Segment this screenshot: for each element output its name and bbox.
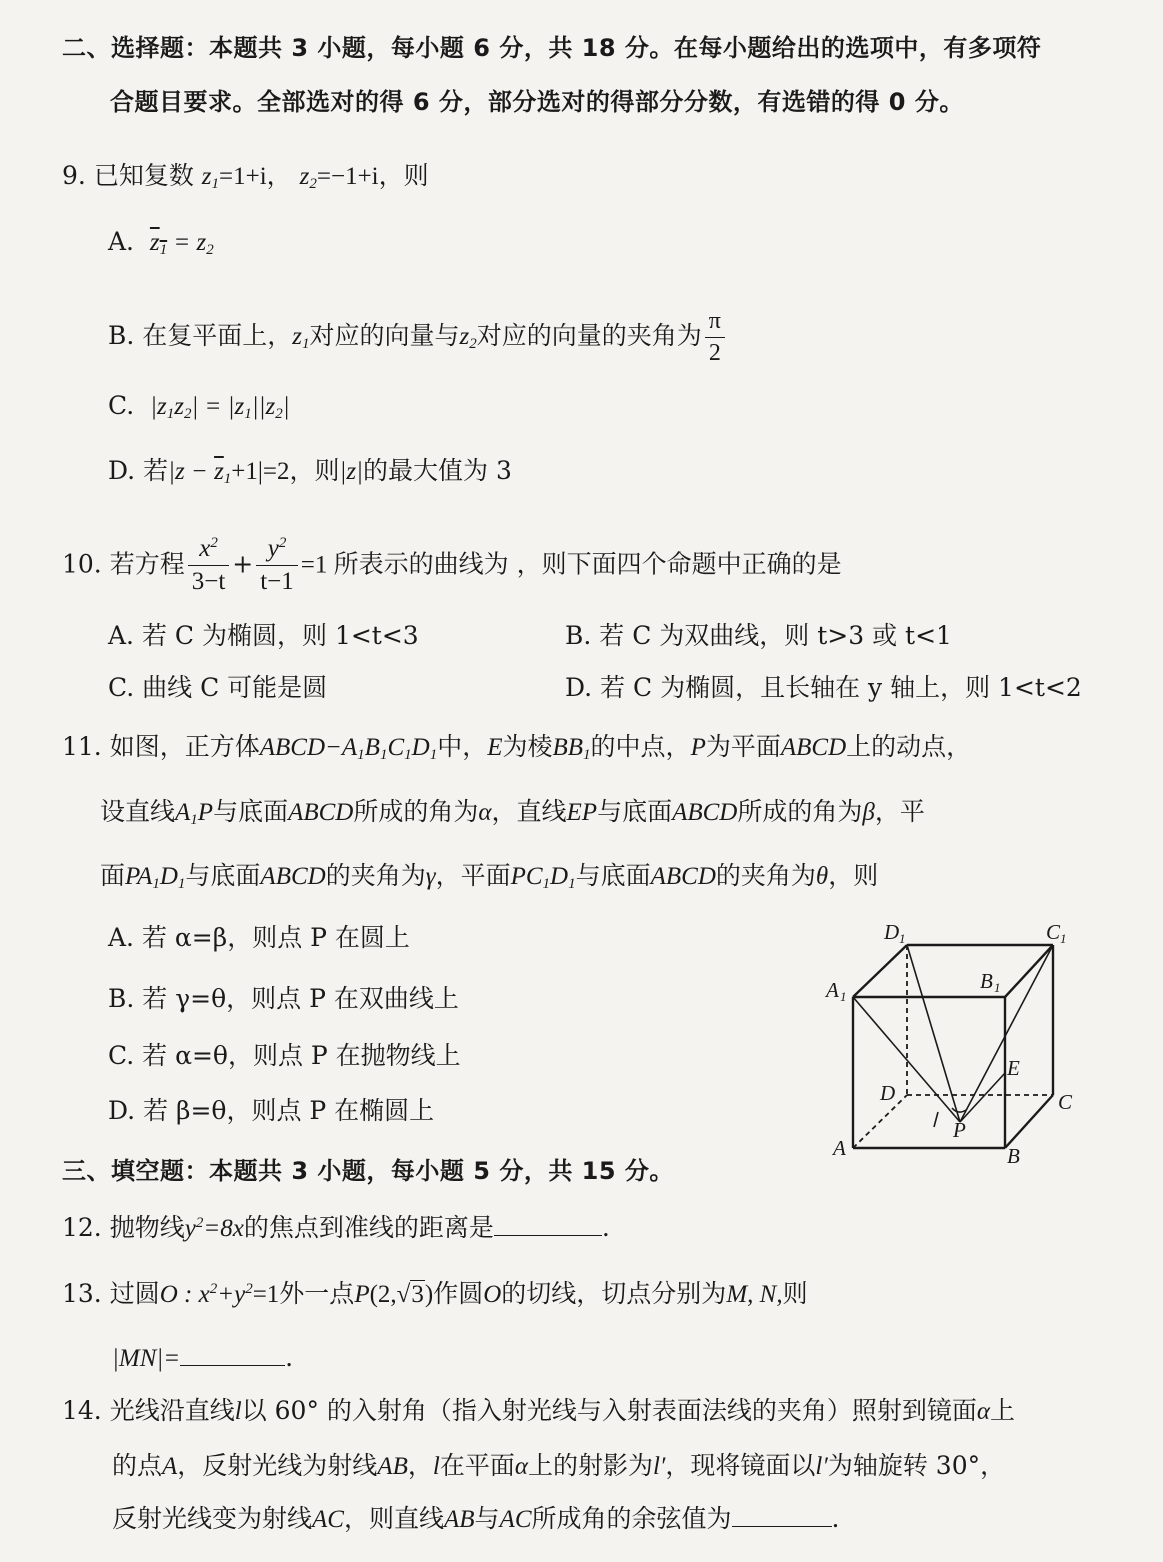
label-a1: A	[826, 978, 839, 1002]
answer-blank[interactable]	[180, 1343, 285, 1366]
svg-text:1: 1	[899, 931, 906, 946]
question-9-option-b: B. 在复平面上，$z_1$对应的向量与$z_2$对应的向量的夹角为 $\frac{\pi}{2}$	[108, 308, 728, 367]
question-10-stem: 10. 若方程 $\frac{x^2}{3-t}$ + $\frac{y^2}{t-1}$ =1 所表示的曲线为 ，则下面四个命题中正确的是	[62, 535, 842, 595]
label-a: A	[833, 1136, 846, 1160]
answer-blank[interactable]	[494, 1213, 602, 1236]
question-14-line3: 反射光线变为射线AC，则直线AB与AC所成角的余弦值为 .	[112, 1504, 840, 1533]
question-10-option-b: B. 若 C 为双曲线，则 t>3 或 t<1	[565, 621, 952, 650]
z2-value: =−1+i	[316, 163, 379, 190]
question-12: 12. 抛物线$y^2=8x$的焦点到准线的距离是 .	[62, 1213, 610, 1242]
z1-value: =1+i	[219, 163, 267, 190]
label-p: P	[953, 1118, 966, 1142]
question-11-option-d: D. 若 β=θ，则点 P 在椭圆上	[108, 1096, 435, 1125]
svg-text:1: 1	[994, 980, 1001, 995]
cube-figure	[820, 915, 1090, 1175]
section-2-header-line1: 二、选择题：本题共 3 小题，每小题 6 分，共 18 分。在每小题给出的选项中，有多项符	[62, 34, 1042, 62]
section-3-header: 三、填空题：本题共 3 小题，每小题 5 分，共 15 分。	[62, 1157, 674, 1185]
label-b: B	[1007, 1144, 1020, 1168]
label-e: E	[1007, 1056, 1020, 1080]
question-11-line1: 11. 如图，正方体$ABCD-A_1B_1C_1D_1$中，E为棱$BB_1$的中点，P为平面ABCD上的动点，	[62, 732, 972, 763]
question-9-option-d: D. 若$|z - \overline{z}_1+1|=2$，则|z|的最大值为 3	[108, 456, 512, 487]
svg-text:1: 1	[1060, 931, 1067, 946]
question-11-line2: 设直线$A_1P$与底面ABCD所成的角为α，直线EP与底面ABCD所成的角为β，平	[100, 797, 925, 828]
label-d1: D	[884, 920, 900, 944]
svg-text:1: 1	[840, 989, 847, 1004]
answer-blank[interactable]	[732, 1504, 832, 1527]
question-13-line1: 13. 过圆O : $x^2+y^2=1$外一点P(2,√3)作圆O的切线，切点分别为M, N,则	[62, 1279, 808, 1308]
option-label: D.	[108, 456, 136, 485]
question-10-option-a: A. 若 C 为椭圆，则 1<t<3	[108, 621, 419, 650]
question-9-option-c: C. $|z_1z_2| = |z_1||z_2|$	[108, 391, 290, 422]
question-9-stem: 9. 已知复数 $z_1=1+i$， $z_2=-1+i$，则	[62, 161, 429, 192]
option-label: B.	[108, 321, 135, 351]
question-number: 9.	[62, 161, 86, 190]
question-11-option-c: C. 若 α=θ，则点 P 在抛物线上	[108, 1041, 461, 1070]
question-10-option-c: C. 曲线 C 可能是圆	[108, 673, 328, 702]
stem-text: 已知复数	[93, 161, 194, 190]
question-11-option-a: A. 若 α=β，则点 P 在圆上	[108, 923, 410, 952]
question-number: 10.	[62, 549, 102, 579]
question-13-line2: |MN|= .	[112, 1343, 294, 1372]
label-c: C	[1058, 1090, 1073, 1114]
option-label: A.	[108, 227, 135, 256]
question-number: 11.	[62, 732, 102, 761]
label-d: D	[880, 1081, 896, 1105]
question-number: 12.	[62, 1213, 102, 1242]
question-number: 14.	[62, 1396, 102, 1425]
option-label: C.	[108, 391, 135, 420]
question-14-line1: 14. 光线沿直线l以 60° 的入射角（指入射光线与入射表面法线的夹角）照射到镜面α上	[62, 1396, 1016, 1425]
section-2-header-line2: 合题目要求。全部选对的得 6 分，部分选对的得部分分数，有选错的得 0 分。	[110, 88, 964, 116]
question-number: 13.	[62, 1279, 102, 1308]
question-9-option-a: A. $z_1 = z_2$	[108, 227, 214, 258]
label-b1: B	[980, 969, 993, 993]
question-10-option-d: D. 若 C 为椭圆，且长轴在 y 轴上，则 1<t<2	[565, 673, 1082, 702]
question-11-option-b: B. 若 γ=θ，则点 P 在双曲线上	[108, 984, 459, 1013]
label-c1: C	[1046, 920, 1061, 944]
question-14-line2: 的点A，反射光线为射线AB，l在平面α上的射影为l′，现将镜面以l′为轴旋转 30°，	[112, 1451, 1006, 1480]
question-11-line3: 面$PA_1D_1$与底面ABCD的夹角为γ，平面$PC_1D_1$与底面ABCD的夹角为θ，则	[100, 861, 879, 892]
